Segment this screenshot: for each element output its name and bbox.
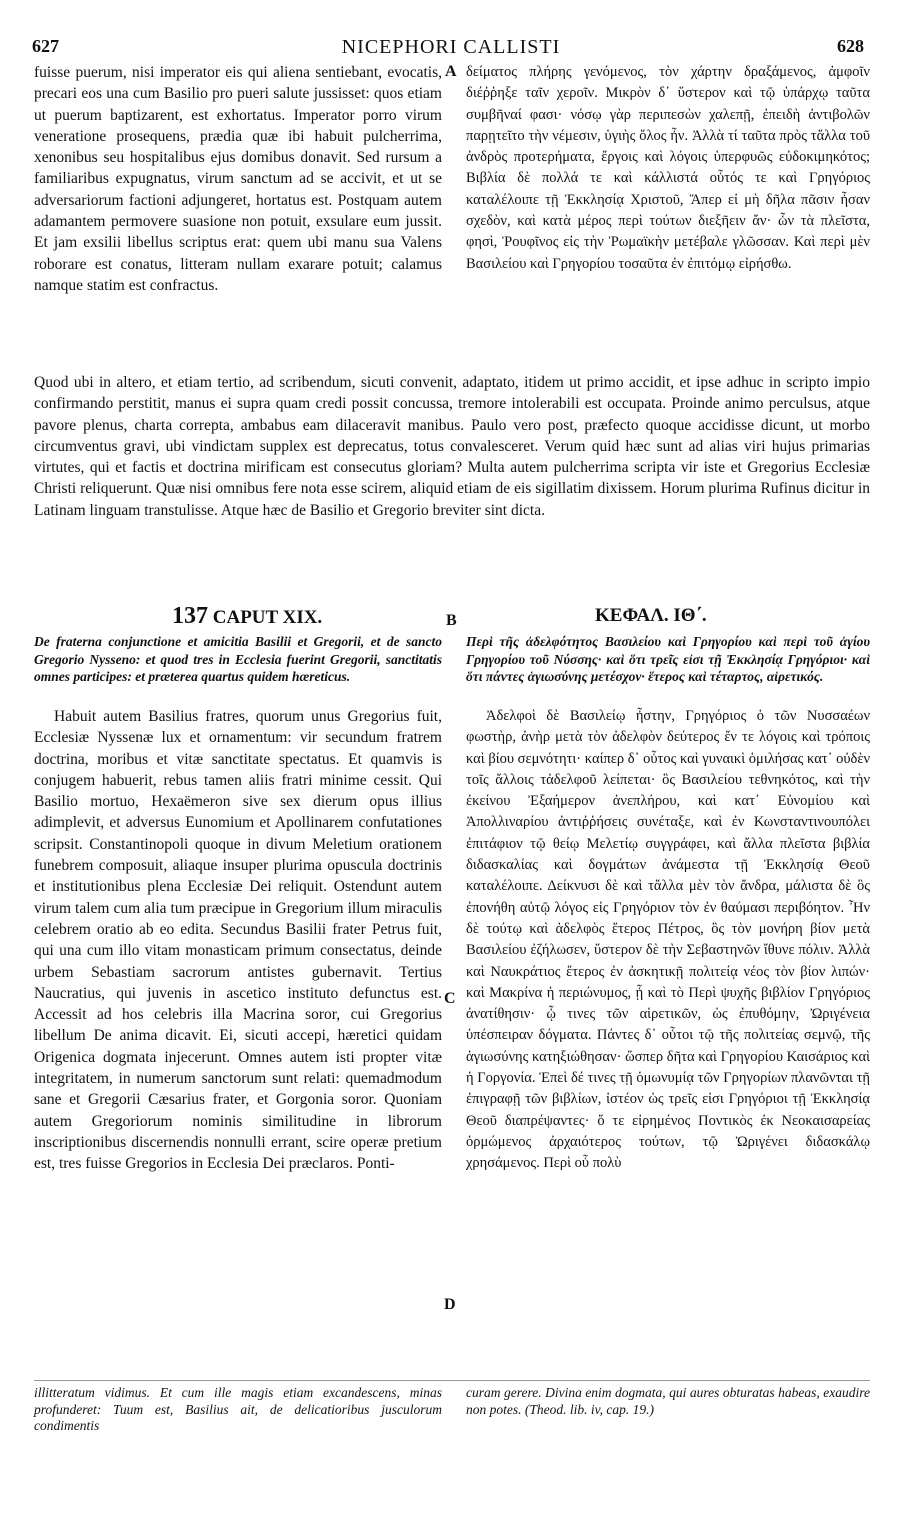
margin-letter-c: C — [444, 990, 456, 1007]
running-title: NICEPHORI CALLISTI — [341, 36, 561, 58]
top-greek-column: δείματος πλήρης γενόμενος, τὸν χάρτην δραξάμενος, ἀμφοῖν διέῤῥηξε ταῖν χεροῖν. Μικρὸν δ᾿ ὕστερον καὶ τῷ ὑπάρχῳ ταῦτα συμβῆναί φασι· νόσῳ γὰρ περιπεσὼν χαλεπῇ, ἐπειδὴ ἀντιβολῶν παρῃτεῖτο τὴν νέμεσιν, ὑγιὴς ὅλος ἦν. Ἀλλὰ τί ταῦτα πρὸς τἄλλα τοῦ ἀνδρὸς προτερήματα, ἔργοις καὶ λόγοις ὑπερφυῶς εὐδοκιμηκότος; Βιβλία δὲ πολλά τε καὶ κάλλιστά οὗτός τε καὶ Γρηγόριος καταλέλοιπε τῇ Ἐκκλησίᾳ Χριστοῦ, Ἅπερ εἰ μὴ δῆλα πᾶσιν ἦσαν σχεδὸν, καὶ κατὰ μέρος περὶ τούτων διεξῆειν ἄν· ὧν τὰ πλεῖστα, φησὶ, Ῥουφῖνος εἰς τὴν Ῥωμαϊκὴν μετέβαλε γλῶσσαν. Καὶ περὶ μὲν Βασιλείου καὶ Γρηγορίου τοσαῦτα ἐν ἐπιτόμῳ εἰρήσθω. — [466, 64, 870, 272]
chapter-body-greek: Ἀδελφοὶ δὲ Βασιλείῳ ἦστην, Γρηγόριος ὁ τῶν Νυσσαέων φωστὴρ, ἀνὴρ μετὰ τὸν ἀδελφὸν δεύτερος ἔν τε λόγοις καὶ τρόποις καὶ βίου σεμνότητι· καίπερ δ᾿ οὗτος καὶ γυναικὶ ὁμιλήσας κατ᾿ οὐδὲν τοῖς ἄλλοις τἀδελφοῦ λείπεται· ὃς Βασιλείου τεθνηκότος, καὶ τὴν ἐκείνου Ἐξαήμερον ἀνεπλήρου, καὶ κατ᾿ Εὐνομίου καὶ Ἀπολλιναρίου ἀντιῤῥήσεις συνέταξε, καὶ ἐν Κωνσταντινουπόλει ἐπιτάφιον τῷ θείῳ Μελετίῳ συγγράφει, καὶ ἄλλα πλεῖστα βιβλία διδασκαλίας καὶ δογμάτων ἀνάμεστα τῇ Ἐκκλησίᾳ Θεοῦ καταλέλοιπε. Δείκνυσι δὲ καὶ τἄλλα μὲν τὸν ἄνδρα, μάλιστα δὲ ὃς ἐπονήθη αὐτῷ λόγος εἰς Γρηγόριον τὸν ἐν θαύμασι περιβόητον. Ἦν δὲ τούτῳ καὶ ἀδελφὸς ἕτερος Πέτρος, ὃς τὸν μονήρη βίον μετὰ Βασιλείου ἐζήλωσεν, ὕστερον δὲ τὴν Σεβαστηνῶν ἴθυνε πόλιν. Ἀλλὰ καὶ Ναυκράτιος ἕτερος ἐν ἀσκητικῇ πολιτείᾳ νέος τὸν βίον λιπών· καὶ Μακρίνα ἡ περιώνυμος, ᾗ καὶ τὸ Περὶ ψυχῆς βιβλίον Γρηγόριος ἀνατίθησιν· ᾧ τινες τῶν αἱρετικῶν, ὡς ἐπυθόμην, Ὠριγένεια ὑπέσπειραν δόγματα. Πάντες δ᾿ οὗτοι τῷ τῆς πολιτείας σεμνῷ, τῆς ἁγιωσύνης κατηξιώθησαν· ὥσπερ δῆτα καὶ Γρηγορίου Καισάριος καὶ ἡ Γοργονία. Ἐπεὶ δέ τινες τῇ ὁμωνυμίᾳ τῶν Γρηγορίων πλανῶνται τῇ ἐπιγραφῇ τῶν βιβλίων, ἰστέον ὡς τρεῖς εἰσι Γρηγόριοι τῇ Ἐκκλησίᾳ Θεοῦ διαπρέψαντες· ὅ τε εἰρημένος Ποντικὸς ἐκ Νεοκαισαρείας ὁρμώμενος ἀρχαιότερος τούτων, τῷ Ὠριγένει διδασκάλῳ χρησάμενος. Περὶ οὗ πολὺ — [466, 708, 870, 1172]
chapter-body-latin: Habuit autem Basilius fratres, quorum unus Gregorius fuit, Ecclesiæ Nyssenæ lux et ornamentum: vir secundum fratrem doctrina, moribus et vitæ sanctitate spectatus. Et quamvis is conjugem habuerit, rebus tamen aliis fratri minime cessit. Qui Basilio mortuo, Hexaëmeron sive sex dierum opus illius adimplevit, et adversus Eunomium et Apollinarem confutationes scripsit. Constantinopoli quoque in divum Meletium orationem funebrem composuit, aliaque insuper plurima opuscula doctrinis et institutionibus plena Ecclesiæ Dei reliquit. Ostendunt autem virum talem cum alia tum præcipue in Gregorium illum miraculis celebrem oratio ab eo edita. Secundus Basilii frater Petrus fuit, qui una cum illo vitam monasticam primum consectatus, deinde urbem Sebastiam sacrorum antistes gubernavit. Tertius Naucratius, qui juvenis in ascetico instituto defunctus est. Accessit ad hos celebris illa Macrina soror, cui Gregorius libellum De anima dicavit. Ei, sicuti accepi, hæretici quidam Origenica dogmata injecerunt. Omnes autem isti propter vitæ integritatem, in numerum sanctorum sunt relati: quemadmodum sane et Gregorii Cæsarius frater, et Gorgonia soror. Quoniam autem Gregoriorum nominis similitudine in librorum inscriptionibus discernendis nonnulli errant, scire operæ pretium est, tres fuisse Gregorios in Ecclesia Dei præclaros. Ponti- — [34, 708, 442, 1173]
page-number-left: 627 — [32, 36, 59, 56]
chapter-number: 137 — [172, 603, 208, 629]
margin-letter-a: A — [445, 63, 457, 80]
footnote-divider — [34, 1380, 870, 1381]
top-latin-continuation: Quod ubi in altero, et etiam tertio, ad scribendum, sicuti convenit, adaptato, itidem ut primo accidit, et ipse adhuc in scripto impio confirmando perstitit, manus ei supra quam credi possit concussa, tremore intolerabili est occupata. Proinde animo perculsus, atque pavore plenus, charta correpta, ambabus eam dilaceravit manibus. Paulo vero post, præfecto quoque accidisse dicunt, ut morbo circumventus gravi, ubi vindictam supplex est deprecatus, totus convalesceret. Verum quid hæc sunt ad alias viri hujus primarias virtutes, qui et factis et doctrina mirificam est consecutus gloriam? Multa autem pulcherrima scripta vir iste et Gregorius Ecclesiæ Christi reliquerunt. Quæ nisi omnibus fere nota esse scirem, aliquid etiam de eis sigillatim dixissem. Horum plurima Rufinus dicitur in Latinam linguam transtulisse. Atque hæc de Basilio et Gregorio breviter sint dicta. — [34, 374, 870, 519]
chapter-summary-greek: Περὶ τῆς ἀδελφότητος Βασιλείου καὶ Γρηγορίου καὶ περὶ τοῦ ἁγίου Γρηγορίου τοῦ Νύσσης· καὶ ὅτι τρεῖς εἰσι τῇ Ἐκκλησίᾳ Γρηγόριοι· καὶ ὅτι πάντες ἁγιωσύνης μετέσχον· ἕτερος καὶ τέταρτος, αἱρετικός. — [466, 634, 870, 684]
footnote-right: curam gerere. Divina enim dogmata, qui aures obturatas habeas, exaudire non potes. (Theod. lib. iv, cap. 19.) — [466, 1385, 870, 1417]
chapter-summary-latin: De fraterna conjunctione et amicitia Basilii et Gregorii, et de sancto Gregorio Nysseno: et quod tres in Ecclesia fuerint Gregorii, sanctitatis omnes participes: et præterea quartus quidem hæreticus. — [34, 634, 442, 684]
chapter-heading-latin — [172, 603, 322, 630]
chapter-heading-greek: ΚΕΦΑΛ. ΙΘ΄. — [595, 605, 707, 626]
footnote-left: illitteratum vidimus. Et cum ille magis etiam excandescens, minas profunderet: Tuum est, Basilius ait, de delicatioribus jusculorum condimentis — [34, 1385, 442, 1433]
margin-letter-b: B — [446, 612, 457, 629]
page-number-right: 628 — [837, 36, 864, 56]
chapter-title-latin: CAPUT XIX. — [212, 607, 323, 628]
margin-letter-d: D — [444, 1296, 456, 1313]
top-latin-column: fuisse puerum, nisi imperator eis qui aliena sentiebant, evocatis, precari eos una cum Basilio pro pueri salute jussisset: quos etiam ut puerum baptizarent, est exhortatus. Imperator porro virum veneratione prosequens, prædia quæ ibi habuit pulcherrima, xenonibus seu hospitalibus ejus domibus donavit. Sed rursum a familiaribus expugnatus, virum sanctum ad se accivit, et ut se adversariorum factioni adjungeret, hortatus est. Postquam autem adamantem permovere suasione non potuit, exsulare eum jussit. Et jam exsilii libellus scriptus erat: quem ubi manu sua Valens roborare est conatus, litteram nullam exarare potuit; calamus namque statim est confractus. — [34, 64, 442, 294]
